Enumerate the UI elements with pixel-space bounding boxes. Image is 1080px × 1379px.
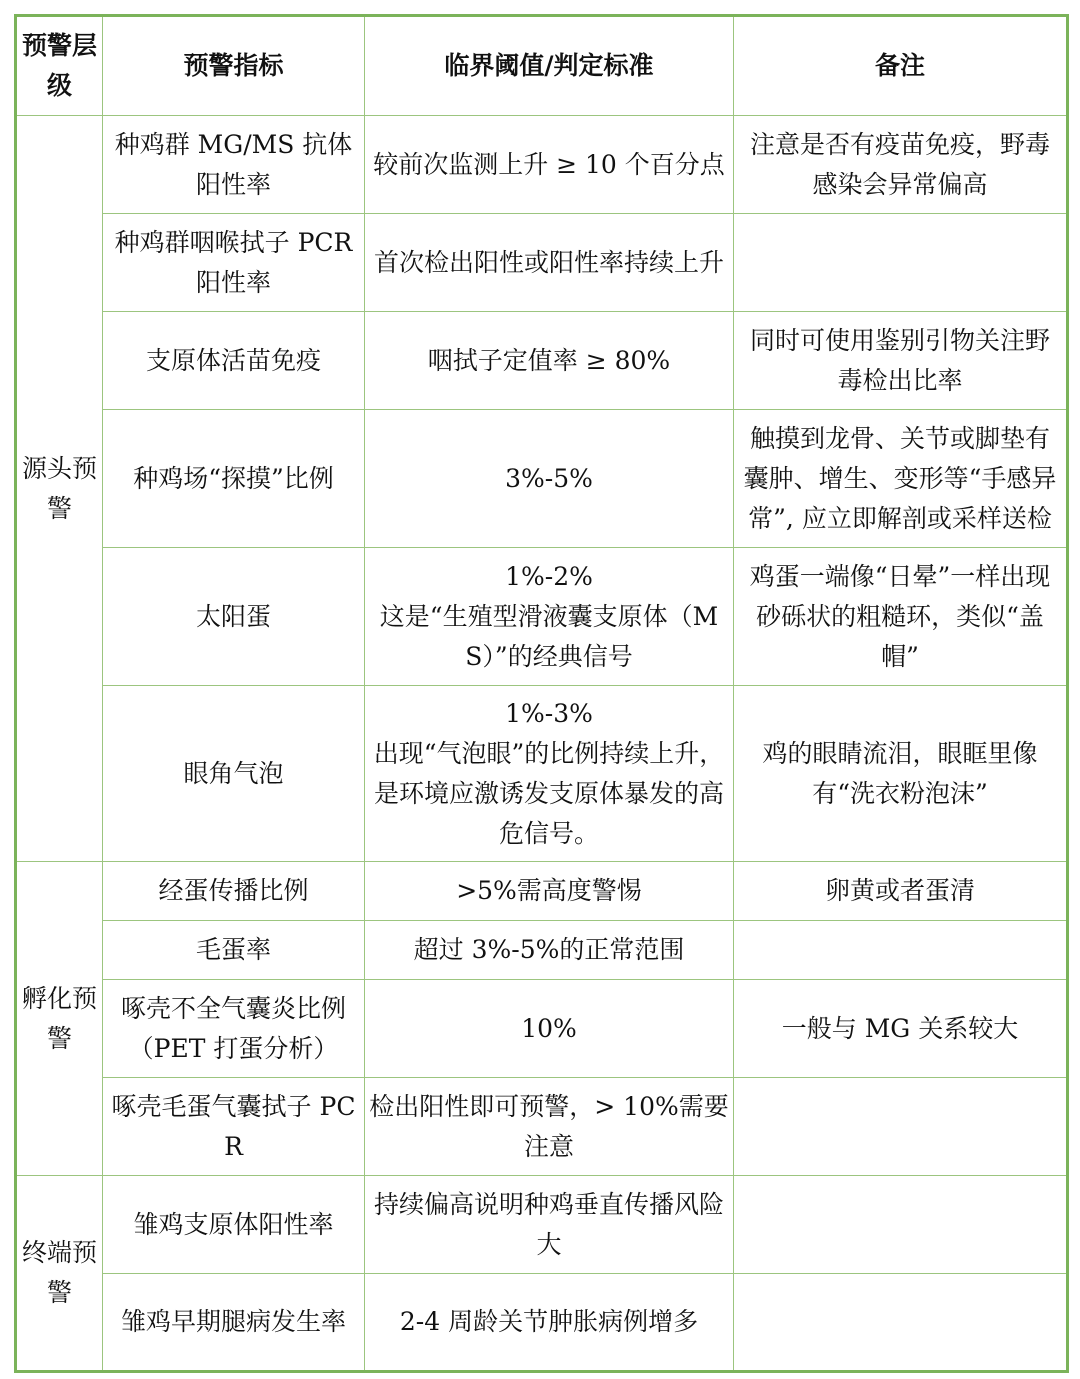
remark-cell: 一般与 MG 关系较大 — [734, 980, 1068, 1078]
threshold-line: 1%-2% — [505, 561, 593, 591]
table-row — [16, 862, 1068, 921]
remark-cell — [734, 1078, 1068, 1176]
threshold-cell: >5%需高度警惕 — [365, 862, 734, 921]
indicator-cell: 雏鸡支原体阳性率 — [103, 1176, 365, 1274]
remark-cell: 鸡蛋一端像“日晕”一样出现砂砾状的粗糙环，类似“盖帽” — [734, 548, 1068, 686]
header-remark: 备注 — [734, 16, 1068, 116]
table-row — [16, 1078, 1068, 1176]
header-threshold: 临界阈值/判定标准 — [365, 16, 734, 116]
indicator-cell: 眼角气泡 — [103, 686, 365, 862]
remark-cell: 同时可使用鉴别引物关注野毒检出比率 — [734, 312, 1068, 410]
threshold-line: 出现“气泡眼”的比例持续上升，是环境应激诱发支原体暴发的高危信号。 — [373, 738, 725, 848]
indicator-cell: 啄壳毛蛋气囊拭子 PCR — [103, 1078, 365, 1176]
remark-cell — [734, 921, 1068, 980]
table-row — [16, 1274, 1068, 1372]
table-row — [16, 312, 1068, 410]
level-cell-hatch: 孵化预警 — [16, 862, 103, 1176]
threshold-line: 这是“生殖型滑液囊支原体（MS）”的经典信号 — [379, 601, 719, 671]
table-row — [16, 410, 1068, 548]
table-row — [16, 1176, 1068, 1274]
threshold-cell: 10% — [365, 980, 734, 1078]
indicator-cell: 种鸡群 MG/MS 抗体阳性率 — [103, 116, 365, 214]
indicator-cell: 毛蛋率 — [103, 921, 365, 980]
table-row — [16, 548, 1068, 686]
header-row — [16, 16, 1068, 116]
threshold-cell: 持续偏高说明种鸡垂直传播风险大 — [365, 1176, 734, 1274]
table-row — [16, 686, 1068, 862]
indicator-cell: 啄壳不全气囊炎比例（PET 打蛋分析） — [103, 980, 365, 1078]
indicator-cell: 太阳蛋 — [103, 548, 365, 686]
warning-table — [14, 14, 1069, 1373]
table-row — [16, 116, 1068, 214]
threshold-cell: 3%-5% — [365, 410, 734, 548]
threshold-cell: 2-4 周龄关节肿胀病例增多 — [365, 1274, 734, 1372]
remark-cell: 鸡的眼睛流泪，眼眶里像有“洗衣粉泡沫” — [734, 686, 1068, 862]
indicator-cell: 雏鸡早期腿病发生率 — [103, 1274, 365, 1372]
remark-cell — [734, 1274, 1068, 1372]
table-row — [16, 980, 1068, 1078]
header-level: 预警层级 — [16, 16, 103, 116]
table-row — [16, 214, 1068, 312]
remark-cell — [734, 1176, 1068, 1274]
threshold-cell: 首次检出阳性或阳性率持续上升 — [365, 214, 734, 312]
threshold-cell: 检出阳性即可预警，> 10%需要注意 — [365, 1078, 734, 1176]
threshold-cell — [365, 548, 734, 686]
threshold-cell: 咽拭子定值率 ≥ 80% — [365, 312, 734, 410]
indicator-cell: 经蛋传播比例 — [103, 862, 365, 921]
threshold-cell: 较前次监测上升 ≥ 10 个百分点 — [365, 116, 734, 214]
indicator-cell: 种鸡场“探摸”比例 — [103, 410, 365, 548]
level-cell-source: 源头预警 — [16, 116, 103, 862]
remark-cell: 注意是否有疫苗免疫，野毒感染会异常偏高 — [734, 116, 1068, 214]
remark-cell — [734, 214, 1068, 312]
table-row — [16, 921, 1068, 980]
indicator-cell: 种鸡群咽喉拭子 PCR 阳性率 — [103, 214, 365, 312]
threshold-line: 1%-3% — [505, 698, 593, 728]
warning-table-container — [14, 14, 1066, 1368]
header-indicator: 预警指标 — [103, 16, 365, 116]
remark-cell: 触摸到龙骨、关节或脚垫有囊肿、增生、变形等“手感异常”, 应立即解剖或采样送检 — [734, 410, 1068, 548]
threshold-cell: 超过 3%-5%的正常范围 — [365, 921, 734, 980]
remark-cell: 卵黄或者蛋清 — [734, 862, 1068, 921]
level-cell-terminal: 终端预警 — [16, 1176, 103, 1372]
threshold-cell — [365, 686, 734, 862]
indicator-cell: 支原体活苗免疫 — [103, 312, 365, 410]
